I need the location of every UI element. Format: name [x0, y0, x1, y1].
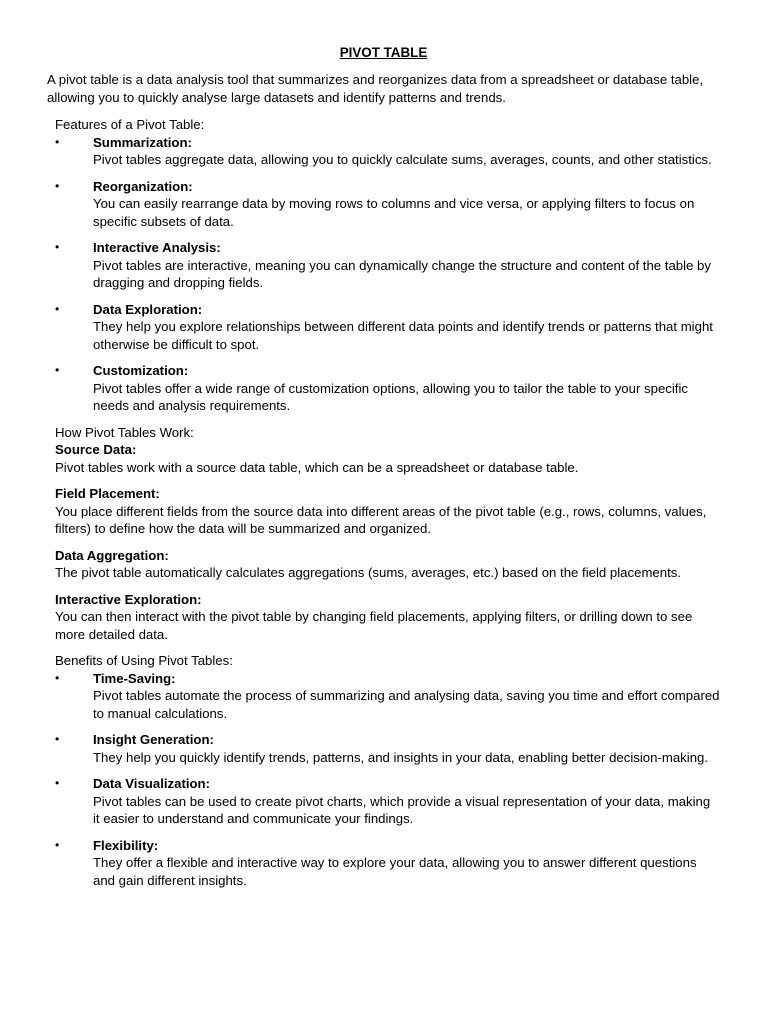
how-it-works-item-title: Field Placement:: [55, 486, 160, 501]
benefits-heading: Benefits of Using Pivot Tables:: [55, 653, 233, 668]
list-item: [47, 837, 720, 890]
list-item-description: Pivot tables can be used to create pivot charts, which provide a visual representation of your data, making it easier to understand and communicate your findings.: [93, 793, 711, 826]
list-item: [47, 775, 720, 828]
bullet-icon: •: [55, 732, 60, 746]
list-item: [47, 731, 720, 766]
list-item-description: Pivot tables are interactive, meaning you can dynamically change the structure and content of the table by dragging and dropping fields.: [93, 257, 711, 290]
how-it-works-heading: How Pivot Tables Work:: [55, 424, 194, 440]
list-item-description: They help you explore relationships between different data points and identify trends or patterns that might otherwise be difficult to spot.: [93, 319, 713, 352]
list-item-title: Data Visualization:: [93, 776, 211, 791]
how-it-works-item-title: Interactive Exploration:: [55, 591, 202, 607]
benefits-list: [47, 670, 720, 890]
list-item-title: Flexibility:: [93, 837, 159, 853]
how-it-works-item: [55, 591, 720, 644]
how-it-works-item: [55, 441, 720, 476]
list-item-title: Data Exploration:: [93, 301, 203, 317]
bullet-icon: •: [55, 240, 60, 254]
list-item: [47, 362, 720, 415]
list-item-title: Customization:: [93, 363, 189, 378]
list-item: [47, 239, 720, 292]
list-item: [47, 301, 720, 354]
list-item-title: Time-Saving:: [93, 670, 176, 686]
how-it-works-item: [55, 485, 720, 538]
bullet-icon: •: [55, 178, 60, 193]
list-item: [47, 178, 720, 231]
list-item-title: Summarization:: [93, 134, 192, 150]
features-heading: Features of a Pivot Table:: [55, 117, 205, 132]
how-it-works-item-description: You place different fields from the source data into different areas of the pivot table (e.g., rows, columns, values, filters) to define how the data will be summarized and organized.: [55, 503, 707, 536]
list-item-description: Pivot tables automate the process of summarizing and analysing data, saving you time and effort compared to manual calculations.: [93, 688, 720, 721]
bullet-icon: •: [55, 363, 60, 377]
how-it-works-item-title: Data Aggregation:: [55, 547, 169, 563]
document-title: PIVOT TABLE: [339, 45, 428, 60]
list-item-description: Pivot tables aggregate data, allowing you to quickly calculate sums, averages, counts, and other statistics.: [93, 152, 712, 167]
bullet-icon: •: [55, 670, 60, 685]
how-it-works-item-description: You can then interact with the pivot table by changing field placements, applying filters, or drilling down to see more detailed data.: [55, 609, 693, 642]
bullet-icon: •: [55, 301, 60, 316]
list-item-description: They offer a flexible and interactive way to explore your data, allowing you to answer different questions and gain different insights.: [93, 855, 697, 888]
list-item-description: Pivot tables offer a wide range of customization options, allowing you to tailor the table to your specific needs and analysis requirements.: [93, 380, 688, 413]
list-item: [47, 670, 720, 723]
list-item-title: Insight Generation:: [93, 732, 214, 747]
list-item-title: Reorganization:: [93, 178, 193, 194]
list-item: [47, 134, 720, 169]
how-it-works-item-description: Pivot tables work with a source data table, which can be a spreadsheet or database table.: [55, 459, 579, 475]
bullet-icon: •: [55, 134, 60, 149]
intro-paragraph: A pivot table is a data analysis tool that summarizes and reorganizes data from a spreadsheet or database table, allowing you to quickly analyse large datasets and identify patterns and trends.: [47, 72, 704, 105]
bullet-icon: •: [55, 776, 60, 790]
how-it-works-item: [55, 547, 720, 582]
how-it-works-item-title: Source Data:: [55, 442, 137, 457]
features-list: [47, 134, 720, 415]
how-it-works-item-description: The pivot table automatically calculates aggregations (sums, averages, etc.) based on the field placements.: [55, 565, 682, 580]
list-item-description: They help you quickly identify trends, patterns, and insights in your data, enabling better decision-making.: [93, 749, 709, 765]
bullet-icon: •: [55, 837, 60, 852]
list-item-title: Interactive Analysis:: [93, 240, 221, 255]
list-item-description: You can easily rearrange data by moving rows to columns and vice versa, or applying filters to focus on specific subsets of data.: [93, 196, 695, 229]
